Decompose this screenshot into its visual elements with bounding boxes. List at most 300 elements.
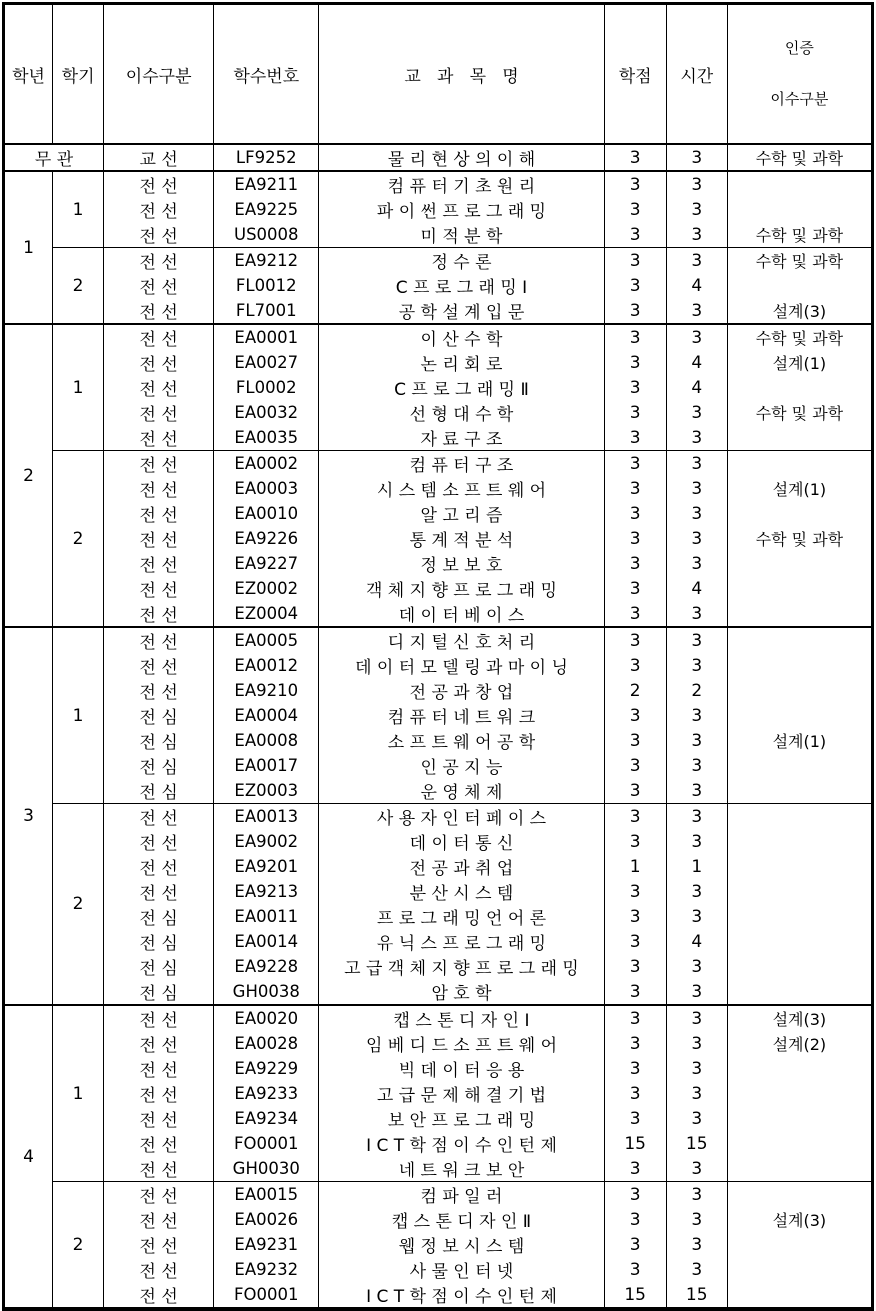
- course-cert-cell: [727, 929, 872, 954]
- course-cert-cell: [727, 1131, 872, 1156]
- course-credits-cell: 15: [604, 1131, 666, 1156]
- course-hours-cell: 3: [666, 425, 727, 451]
- course-type-cell: 전 선: [104, 1081, 214, 1106]
- course-credits-cell: 3: [604, 979, 666, 1005]
- course-credits-cell: 3: [604, 753, 666, 778]
- column-header-credits: 학점: [604, 4, 666, 145]
- course-hours-cell: 3: [666, 171, 727, 197]
- course-cert-cell: [727, 653, 872, 678]
- course-type-cell: 전 심: [104, 728, 214, 753]
- course-name-cell: 파 이 썬 프 로 그 래 밍: [319, 197, 604, 222]
- course-row: [4, 1106, 873, 1131]
- course-name-cell: 프 로 그 래 밍 언 어 론: [319, 904, 604, 929]
- course-name-cell: 보 안 프 로 그 래 밍: [319, 1106, 604, 1131]
- course-name-cell: 데 이 터 모 델 링 과 마 이 닝: [319, 653, 604, 678]
- course-hours-cell: 3: [666, 1106, 727, 1131]
- course-hours-cell: 4: [666, 576, 727, 601]
- course-cert-cell: 설계(2): [727, 1031, 872, 1056]
- course-row: [4, 1031, 873, 1056]
- course-cert-cell: 설계(3): [727, 298, 872, 324]
- course-credits-cell: 3: [604, 197, 666, 222]
- course-credits-cell: 3: [604, 576, 666, 601]
- course-hours-cell: 3: [666, 627, 727, 653]
- course-type-cell: 전 선: [104, 576, 214, 601]
- course-row: [4, 1232, 873, 1257]
- course-code-cell: EA0013: [214, 804, 319, 830]
- course-credits-cell: 3: [604, 451, 666, 477]
- course-type-cell: 전 선: [104, 324, 214, 350]
- course-credits-cell: 3: [604, 804, 666, 830]
- course-type-cell: 전 선: [104, 854, 214, 879]
- course-name-cell: 정 수 론: [319, 248, 604, 274]
- course-row: [4, 324, 873, 350]
- course-cert-cell: 설계(3): [727, 1207, 872, 1232]
- course-cert-cell: [727, 804, 872, 830]
- course-row: [4, 929, 873, 954]
- course-code-cell: EA9232: [214, 1257, 319, 1282]
- course-cert-cell: [727, 627, 872, 653]
- course-hours-cell: 3: [666, 753, 727, 778]
- course-code-cell: EA0035: [214, 425, 319, 451]
- course-name-cell: 네 트 워 크 보 안: [319, 1156, 604, 1182]
- course-code-cell: LF9252: [214, 144, 319, 171]
- course-credits-cell: 3: [604, 375, 666, 400]
- course-cert-cell: [727, 954, 872, 979]
- course-credits-cell: 3: [604, 929, 666, 954]
- course-name-cell: 소 프 트 웨 어 공 학: [319, 728, 604, 753]
- course-credits-cell: 3: [604, 425, 666, 451]
- course-row: [4, 1056, 873, 1081]
- course-name-cell: 임 베 디 드 소 프 트 웨 어: [319, 1031, 604, 1056]
- course-type-cell: 전 심: [104, 929, 214, 954]
- course-code-cell: EA0026: [214, 1207, 319, 1232]
- course-hours-cell: 3: [666, 1156, 727, 1182]
- course-type-cell: 전 선: [104, 1207, 214, 1232]
- course-hours-cell: 3: [666, 879, 727, 904]
- course-row: [4, 829, 873, 854]
- course-credits-cell: 3: [604, 248, 666, 274]
- course-cert-cell: [727, 1081, 872, 1106]
- course-row: [4, 425, 873, 451]
- course-cert-cell: [727, 171, 872, 197]
- course-hours-cell: 3: [666, 653, 727, 678]
- course-credits-cell: 3: [604, 1081, 666, 1106]
- course-code-cell: EA0032: [214, 400, 319, 425]
- course-row: [4, 728, 873, 753]
- column-header-type: 이수구분: [104, 4, 214, 145]
- course-name-cell: I C T 학 점 이 수 인 턴 제: [319, 1282, 604, 1309]
- course-name-cell: 전 공 과 취 업: [319, 854, 604, 879]
- table-header: [4, 4, 873, 145]
- course-row: [4, 879, 873, 904]
- course-type-cell: 전 선: [104, 879, 214, 904]
- curriculum-table: [2, 2, 874, 1311]
- course-name-cell: C 프 로 그 래 밍 Ⅱ: [319, 375, 604, 400]
- course-hours-cell: 2: [666, 678, 727, 703]
- course-hours-cell: 3: [666, 526, 727, 551]
- course-row: [4, 854, 873, 879]
- semester-cell: 2: [53, 1182, 104, 1310]
- course-type-cell: 전 선: [104, 551, 214, 576]
- course-code-cell: GH0030: [214, 1156, 319, 1182]
- course-row: [4, 804, 873, 830]
- course-name-cell: C 프 로 그 래 밍 Ⅰ: [319, 273, 604, 298]
- course-name-cell: 고 급 객 체 지 향 프 로 그 래 밍: [319, 954, 604, 979]
- course-cert-cell: [727, 451, 872, 477]
- course-hours-cell: 3: [666, 1257, 727, 1282]
- course-code-cell: EA9225: [214, 197, 319, 222]
- course-type-cell: 전 선: [104, 804, 214, 830]
- course-cert-cell: [727, 1232, 872, 1257]
- course-cert-cell: 수학 및 과학: [727, 526, 872, 551]
- course-row: [4, 451, 873, 477]
- course-cert-cell: [727, 601, 872, 627]
- course-credits-cell: 3: [604, 526, 666, 551]
- course-hours-cell: 3: [666, 1207, 727, 1232]
- course-row: [4, 400, 873, 425]
- course-credits-cell: 3: [604, 551, 666, 576]
- course-type-cell: 전 심: [104, 753, 214, 778]
- course-type-cell: 전 선: [104, 350, 214, 375]
- course-cert-cell: 수학 및 과학: [727, 248, 872, 274]
- course-hours-cell: 4: [666, 273, 727, 298]
- course-hours-cell: 3: [666, 1081, 727, 1106]
- course-type-cell: 전 선: [104, 425, 214, 451]
- course-type-cell: 전 선: [104, 171, 214, 197]
- course-code-cell: FO0001: [214, 1282, 319, 1309]
- course-cert-cell: [727, 1156, 872, 1182]
- course-hours-cell: 3: [666, 829, 727, 854]
- semester-cell: 1: [53, 171, 104, 248]
- course-hours-cell: 3: [666, 222, 727, 248]
- course-name-cell: 정 보 보 호: [319, 551, 604, 576]
- course-name-cell: 컴 파 일 러: [319, 1182, 604, 1208]
- course-row: [4, 222, 873, 248]
- course-hours-cell: 3: [666, 601, 727, 627]
- course-credits-cell: 3: [604, 501, 666, 526]
- course-code-cell: EZ0003: [214, 778, 319, 804]
- course-credits-cell: 3: [604, 1232, 666, 1257]
- course-row: [4, 1257, 873, 1282]
- course-type-cell: 전 선: [104, 222, 214, 248]
- year-cell: 무 관: [4, 144, 104, 171]
- course-name-cell: 컴 퓨 터 기 초 원 리: [319, 171, 604, 197]
- course-hours-cell: 3: [666, 197, 727, 222]
- course-credits-cell: 2: [604, 678, 666, 703]
- course-type-cell: 전 선: [104, 1056, 214, 1081]
- course-type-cell: 전 선: [104, 1257, 214, 1282]
- course-cert-cell: [727, 829, 872, 854]
- course-credits-cell: 3: [604, 703, 666, 728]
- course-row: [4, 904, 873, 929]
- course-hours-cell: 3: [666, 804, 727, 830]
- course-code-cell: EZ0002: [214, 576, 319, 601]
- course-hours-cell: 3: [666, 1232, 727, 1257]
- course-code-cell: EA9231: [214, 1232, 319, 1257]
- course-cert-cell: [727, 703, 872, 728]
- course-name-cell: 논 리 회 로: [319, 350, 604, 375]
- course-credits-cell: 3: [604, 954, 666, 979]
- course-hours-cell: 3: [666, 703, 727, 728]
- course-name-cell: 캡 스 톤 디 자 인 Ⅰ: [319, 1005, 604, 1031]
- course-credits-cell: 3: [604, 1106, 666, 1131]
- course-row: [4, 375, 873, 400]
- course-code-cell: EA0011: [214, 904, 319, 929]
- course-row: [4, 576, 873, 601]
- course-hours-cell: 3: [666, 298, 727, 324]
- course-code-cell: EA0002: [214, 451, 319, 477]
- course-credits-cell: 3: [604, 1005, 666, 1031]
- course-type-cell: 전 선: [104, 678, 214, 703]
- course-row: [4, 1207, 873, 1232]
- course-credits-cell: 3: [604, 324, 666, 350]
- course-code-cell: FL0012: [214, 273, 319, 298]
- course-row: [4, 753, 873, 778]
- year-cell: 1: [4, 171, 53, 324]
- course-code-cell: FO0001: [214, 1131, 319, 1156]
- course-code-cell: EA9002: [214, 829, 319, 854]
- course-cert-cell: 설계(1): [727, 728, 872, 753]
- course-cert-cell: [727, 879, 872, 904]
- course-row: [4, 501, 873, 526]
- course-type-cell: 전 선: [104, 627, 214, 653]
- course-type-cell: 전 선: [104, 1182, 214, 1208]
- course-code-cell: EA9229: [214, 1056, 319, 1081]
- course-code-cell: EA9211: [214, 171, 319, 197]
- course-name-cell: 미 적 분 학: [319, 222, 604, 248]
- course-row: [4, 476, 873, 501]
- course-row: [4, 979, 873, 1005]
- course-name-cell: 자 료 구 조: [319, 425, 604, 451]
- course-row: [4, 653, 873, 678]
- course-credits-cell: 3: [604, 400, 666, 425]
- course-hours-cell: 4: [666, 375, 727, 400]
- course-cert-cell: 설계(3): [727, 1005, 872, 1031]
- course-type-cell: 전 심: [104, 778, 214, 804]
- course-credits-cell: 3: [604, 222, 666, 248]
- column-header-cert: [727, 4, 872, 145]
- course-cert-cell: [727, 1056, 872, 1081]
- course-hours-cell: 3: [666, 451, 727, 477]
- course-row: [4, 526, 873, 551]
- course-credits-cell: 3: [604, 829, 666, 854]
- course-credits-cell: 3: [604, 904, 666, 929]
- course-cert-cell: [727, 425, 872, 451]
- course-hours-cell: 3: [666, 144, 727, 171]
- course-row: [4, 197, 873, 222]
- course-type-cell: 전 선: [104, 829, 214, 854]
- course-type-cell: 전 선: [104, 476, 214, 501]
- course-hours-cell: 3: [666, 904, 727, 929]
- course-hours-cell: 3: [666, 778, 727, 804]
- semester-cell: 2: [53, 804, 104, 1006]
- course-type-cell: 전 심: [104, 703, 214, 728]
- course-cert-cell: [727, 1106, 872, 1131]
- course-credits-cell: 3: [604, 350, 666, 375]
- course-type-cell: 전 선: [104, 1131, 214, 1156]
- course-cert-cell: [727, 197, 872, 222]
- course-code-cell: EA9228: [214, 954, 319, 979]
- course-name-cell: 데 이 터 통 신: [319, 829, 604, 854]
- course-credits-cell: 3: [604, 1056, 666, 1081]
- course-code-cell: EA9226: [214, 526, 319, 551]
- course-name-cell: 객 체 지 향 프 로 그 래 밍: [319, 576, 604, 601]
- course-type-cell: 전 선: [104, 526, 214, 551]
- course-row: [4, 1182, 873, 1208]
- column-header-code: 학수번호: [214, 4, 319, 145]
- course-code-cell: EA0001: [214, 324, 319, 350]
- course-row: [4, 1005, 873, 1031]
- course-type-cell: 전 선: [104, 273, 214, 298]
- year-cell: 2: [4, 324, 53, 627]
- year-cell: 4: [4, 1005, 53, 1309]
- course-name-cell: 캡 스 톤 디 자 인 Ⅱ: [319, 1207, 604, 1232]
- course-type-cell: 전 선: [104, 451, 214, 477]
- course-code-cell: EA0004: [214, 703, 319, 728]
- course-credits-cell: 3: [604, 728, 666, 753]
- course-code-cell: EA9213: [214, 879, 319, 904]
- course-credits-cell: 3: [604, 601, 666, 627]
- column-header-cert-line2: 이수구분: [770, 90, 829, 109]
- course-code-cell: EA9233: [214, 1081, 319, 1106]
- course-code-cell: EA9201: [214, 854, 319, 879]
- course-credits-cell: 1: [604, 854, 666, 879]
- course-name-cell: 알 고 리 즘: [319, 501, 604, 526]
- course-credits-cell: 3: [604, 1182, 666, 1208]
- course-cert-cell: [727, 753, 872, 778]
- course-hours-cell: 4: [666, 350, 727, 375]
- course-code-cell: EA9212: [214, 248, 319, 274]
- course-code-cell: EA0015: [214, 1182, 319, 1208]
- course-hours-cell: 3: [666, 1005, 727, 1031]
- course-name-cell: 빅 데 이 터 응 용: [319, 1056, 604, 1081]
- course-code-cell: EA0003: [214, 476, 319, 501]
- column-header-year: 학년: [4, 4, 53, 145]
- course-row: [4, 248, 873, 274]
- course-cert-cell: 수학 및 과학: [727, 144, 872, 171]
- table-body: [4, 144, 873, 1309]
- course-code-cell: EA0012: [214, 653, 319, 678]
- course-code-cell: GH0038: [214, 979, 319, 1005]
- course-credits-cell: 3: [604, 778, 666, 804]
- course-name-cell: 고 급 문 제 해 결 기 법: [319, 1081, 604, 1106]
- semester-cell: 2: [53, 248, 104, 325]
- course-name-cell: 사 용 자 인 터 페 이 스: [319, 804, 604, 830]
- course-cert-cell: [727, 854, 872, 879]
- course-name-cell: 물 리 현 상 의 이 해: [319, 144, 604, 171]
- course-row: [4, 778, 873, 804]
- course-row: [4, 144, 873, 171]
- course-name-cell: 사 물 인 터 넷: [319, 1257, 604, 1282]
- course-cert-cell: [727, 1282, 872, 1309]
- course-type-cell: 전 선: [104, 400, 214, 425]
- course-type-cell: 전 선: [104, 1232, 214, 1257]
- course-cert-cell: 설계(1): [727, 350, 872, 375]
- course-credits-cell: 3: [604, 879, 666, 904]
- course-hours-cell: 3: [666, 1031, 727, 1056]
- course-hours-cell: 3: [666, 400, 727, 425]
- course-cert-cell: 수학 및 과학: [727, 222, 872, 248]
- course-row: [4, 678, 873, 703]
- course-credits-cell: 3: [604, 653, 666, 678]
- course-credits-cell: 15: [604, 1282, 666, 1309]
- course-type-cell: 전 선: [104, 375, 214, 400]
- column-header-name: 교 과 목 명: [319, 4, 604, 145]
- course-cert-cell: [727, 678, 872, 703]
- course-code-cell: EA0005: [214, 627, 319, 653]
- course-type-cell: 전 선: [104, 1282, 214, 1309]
- curriculum-page: [0, 2, 876, 1307]
- course-name-cell: 공 학 설 계 입 문: [319, 298, 604, 324]
- column-header-semester: 학기: [53, 4, 104, 145]
- course-credits-cell: 3: [604, 1257, 666, 1282]
- course-credits-cell: 3: [604, 298, 666, 324]
- course-code-cell: EA0008: [214, 728, 319, 753]
- course-type-cell: 전 선: [104, 1106, 214, 1131]
- course-hours-cell: 3: [666, 248, 727, 274]
- course-type-cell: 전 심: [104, 904, 214, 929]
- course-type-cell: 전 선: [104, 501, 214, 526]
- course-name-cell: 디 지 털 신 호 처 리: [319, 627, 604, 653]
- course-code-cell: EZ0004: [214, 601, 319, 627]
- course-cert-cell: 수학 및 과학: [727, 400, 872, 425]
- course-row: [4, 1156, 873, 1182]
- course-cert-cell: [727, 1182, 872, 1208]
- course-cert-cell: [727, 501, 872, 526]
- course-type-cell: 전 선: [104, 1156, 214, 1182]
- course-cert-cell: [727, 375, 872, 400]
- column-header-hours: 시간: [666, 4, 727, 145]
- course-type-cell: 전 선: [104, 1005, 214, 1031]
- course-row: [4, 171, 873, 197]
- course-cert-cell: 설계(1): [727, 476, 872, 501]
- course-type-cell: 전 선: [104, 653, 214, 678]
- course-hours-cell: 3: [666, 551, 727, 576]
- course-row: [4, 703, 873, 728]
- course-cert-cell: [727, 576, 872, 601]
- course-code-cell: EA0028: [214, 1031, 319, 1056]
- course-cert-cell: [727, 273, 872, 298]
- course-credits-cell: 3: [604, 1156, 666, 1182]
- course-credits-cell: 3: [604, 1031, 666, 1056]
- course-name-cell: 이 산 수 학: [319, 324, 604, 350]
- course-code-cell: EA0014: [214, 929, 319, 954]
- course-name-cell: 인 공 지 능: [319, 753, 604, 778]
- course-credits-cell: 3: [604, 627, 666, 653]
- course-type-cell: 전 선: [104, 298, 214, 324]
- course-row: [4, 1081, 873, 1106]
- course-code-cell: EA0010: [214, 501, 319, 526]
- course-cert-cell: [727, 778, 872, 804]
- course-row: [4, 601, 873, 627]
- course-name-cell: 컴 퓨 터 네 트 워 크: [319, 703, 604, 728]
- course-hours-cell: 15: [666, 1282, 727, 1309]
- course-type-cell: 전 선: [104, 1031, 214, 1056]
- course-row: [4, 350, 873, 375]
- header-row: [4, 4, 873, 145]
- course-hours-cell: 15: [666, 1131, 727, 1156]
- course-code-cell: EA9227: [214, 551, 319, 576]
- course-code-cell: EA0027: [214, 350, 319, 375]
- course-name-cell: 선 형 대 수 학: [319, 400, 604, 425]
- course-code-cell: FL0002: [214, 375, 319, 400]
- course-row: [4, 273, 873, 298]
- course-cert-cell: [727, 551, 872, 576]
- semester-cell: 1: [53, 1005, 104, 1182]
- course-name-cell: 유 닉 스 프 로 그 래 밍: [319, 929, 604, 954]
- course-name-cell: 데 이 터 베 이 스: [319, 601, 604, 627]
- course-name-cell: 웹 정 보 시 스 템: [319, 1232, 604, 1257]
